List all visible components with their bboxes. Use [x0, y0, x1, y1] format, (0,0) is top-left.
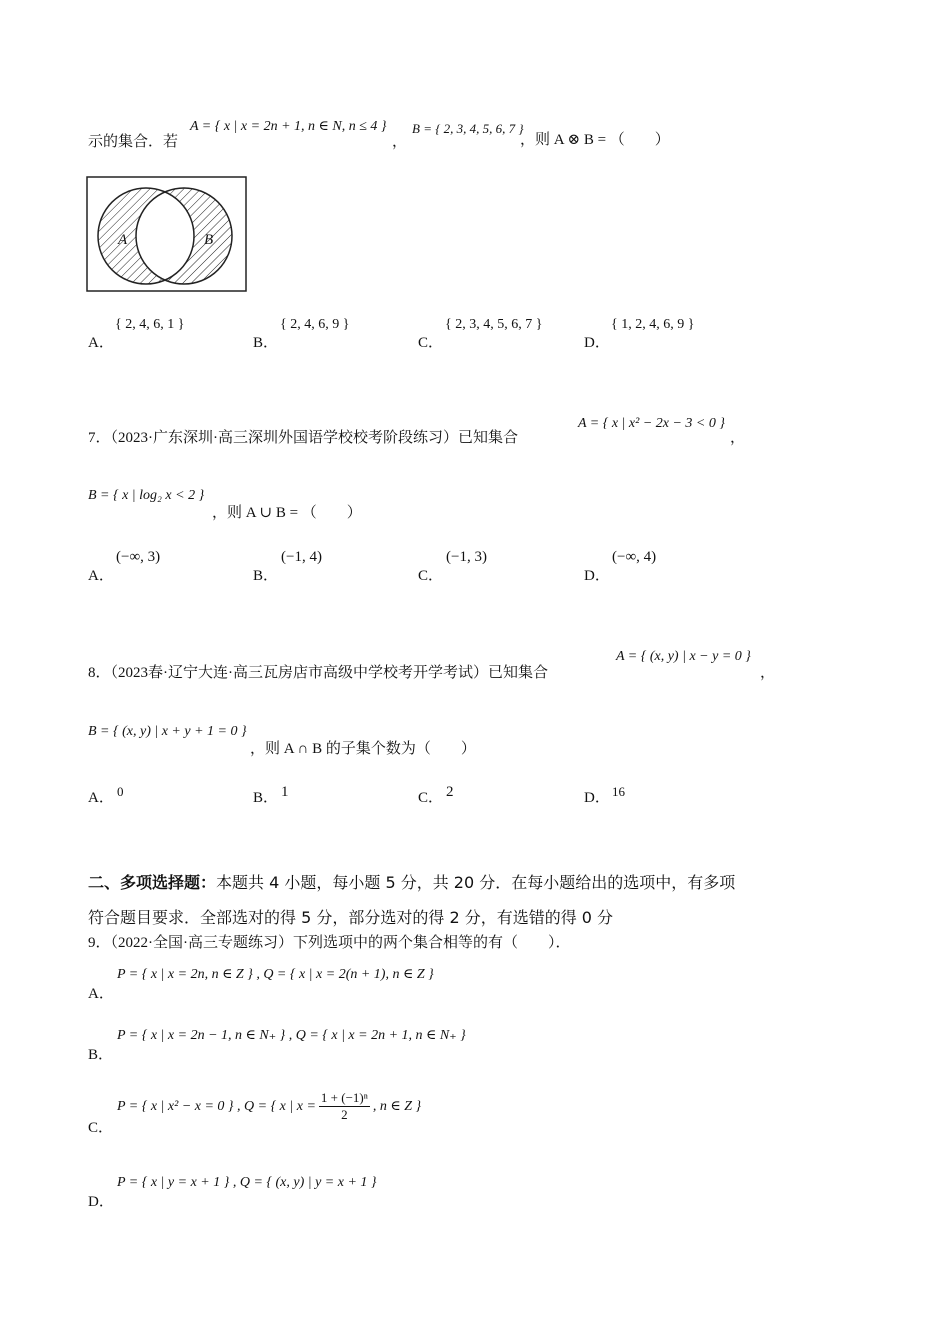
section2-heading: [88, 870, 735, 893]
q6-option-d-value[interactable]: { 1, 2, 4, 6, 9 }: [611, 317, 695, 332]
q6-option-b-value[interactable]: { 2, 4, 6, 9 }: [280, 317, 350, 332]
q8-option-c-letter[interactable]: C．: [418, 790, 444, 806]
q6-option-c-letter[interactable]: C．: [418, 335, 444, 351]
q9-option-b-letter[interactable]: B．: [88, 1047, 114, 1063]
q9-option-c-left: P = { x | x² − x = 0 } , Q = { x | x =: [117, 1098, 316, 1114]
venn-diagram: [86, 176, 248, 293]
q7-comma: ，: [730, 430, 746, 446]
venn-label-a: A: [118, 232, 128, 248]
q9-option-c-right: , n ∈ Z }: [372, 1099, 422, 1114]
q8-set-a: A = { (x, y) | x − y = 0 }: [616, 649, 751, 664]
q9-option-b-value[interactable]: P = { x | x = 2n − 1, n ∈ N₊ } , Q = { x | x = 2n + 1, n ∈ N₊ }: [117, 1028, 466, 1043]
section2-desc-line2: 符合题目要求．全部选对的得 5 分，部分选对的得 2 分，有选错的得 0 分: [88, 908, 614, 927]
q8-option-d-value[interactable]: 16: [612, 784, 625, 799]
q6-option-a-value[interactable]: { 2, 4, 6, 1 }: [115, 317, 185, 332]
q8-option-c-value[interactable]: 2: [446, 784, 454, 800]
venn-label-b: B: [204, 232, 214, 248]
q9-option-c-frac-den: 2: [341, 1107, 348, 1122]
q9-option-a-letter[interactable]: A．: [88, 986, 114, 1002]
q7-set-b: B = { x | log₂ x < 2 }: [88, 488, 205, 503]
q6-option-a-letter[interactable]: A．: [88, 335, 114, 351]
q6-option-c-value[interactable]: { 2, 3, 4, 5, 6, 7 }: [445, 317, 543, 332]
q6-set-a: A = { x | x = 2n + 1, n ∈ N, n ≤ 4 }: [190, 119, 387, 134]
q7-option-c-value[interactable]: (−1, 3): [446, 549, 487, 565]
q6-lead: 示的集合．若: [88, 134, 179, 150]
q7-option-b-value[interactable]: (−1, 4): [281, 549, 322, 565]
q9-stem: 9．（2022·全国·高三专题练习）下列选项中的两个集合相等的有（ ）．: [88, 935, 571, 951]
q7-option-d-letter[interactable]: D．: [584, 568, 610, 584]
q7-tail: ，则 A ∪ B = （ ）: [212, 505, 362, 521]
q6-option-b-letter[interactable]: B．: [253, 335, 279, 351]
section2-title: 二、多项选择题：: [88, 873, 217, 892]
q8-stem: 8．（2023春·辽宁大连·高三瓦房店市高级中学校考开学考试）已知集合: [88, 665, 548, 681]
q7-set-a: A = { x | x² − 2x − 3 < 0 }: [578, 416, 725, 431]
q6-tail: ，则 A ⊗ B = （ ）: [520, 132, 670, 148]
q9-option-c-frac-num: 1 + (−1)ⁿ: [320, 1090, 368, 1105]
q9-option-c-fraction: [319, 1090, 370, 1123]
q6-stem: [88, 130, 178, 151]
q7-option-b-letter[interactable]: B．: [253, 568, 279, 584]
q6-option-d-letter[interactable]: D．: [584, 335, 610, 351]
section2-desc-line1: 本题共 4 小题，每小题 5 分，共 20 分．在每小题给出的选项中，有多项: [216, 873, 736, 892]
q9-option-c-value[interactable]: [117, 1090, 421, 1123]
q7-option-a-value[interactable]: (−∞, 3): [116, 549, 161, 565]
q7-option-a-letter[interactable]: A．: [88, 568, 114, 584]
q6-sep: ，: [392, 134, 408, 150]
q8-option-a-value[interactable]: 0: [117, 784, 124, 799]
q8-comma: ，: [760, 665, 776, 681]
q8-set-b: B = { (x, y) | x + y + 1 = 0 }: [88, 724, 247, 739]
q7-stem: 7．（2023·广东深圳·高三深圳外国语学校校考阶段练习）已知集合: [88, 430, 518, 446]
q9-option-d-letter[interactable]: D．: [88, 1194, 114, 1210]
q8-option-b-letter[interactable]: B．: [253, 790, 279, 806]
q9-option-c-letter[interactable]: C．: [88, 1120, 114, 1136]
q8-tail: ，则 A ∩ B 的子集个数为（ ）: [250, 741, 476, 757]
q7-option-c-letter[interactable]: C．: [418, 568, 444, 584]
q9-option-a-value[interactable]: P = { x | x = 2n, n ∈ Z } , Q = { x | x = 2(n + 1), n ∈ Z }: [117, 967, 434, 982]
q8-option-a-letter[interactable]: A．: [88, 790, 114, 806]
q8-option-b-value[interactable]: 1: [281, 784, 289, 800]
q7-option-d-value[interactable]: (−∞, 4): [612, 549, 657, 565]
q6-set-b: B = { 2, 3, 4, 5, 6, 7 }: [412, 121, 524, 136]
q9-option-d-value[interactable]: P = { x | y = x + 1 } , Q = { (x, y) | y = x + 1 }: [117, 1175, 377, 1190]
q8-option-d-letter[interactable]: D．: [584, 790, 610, 806]
